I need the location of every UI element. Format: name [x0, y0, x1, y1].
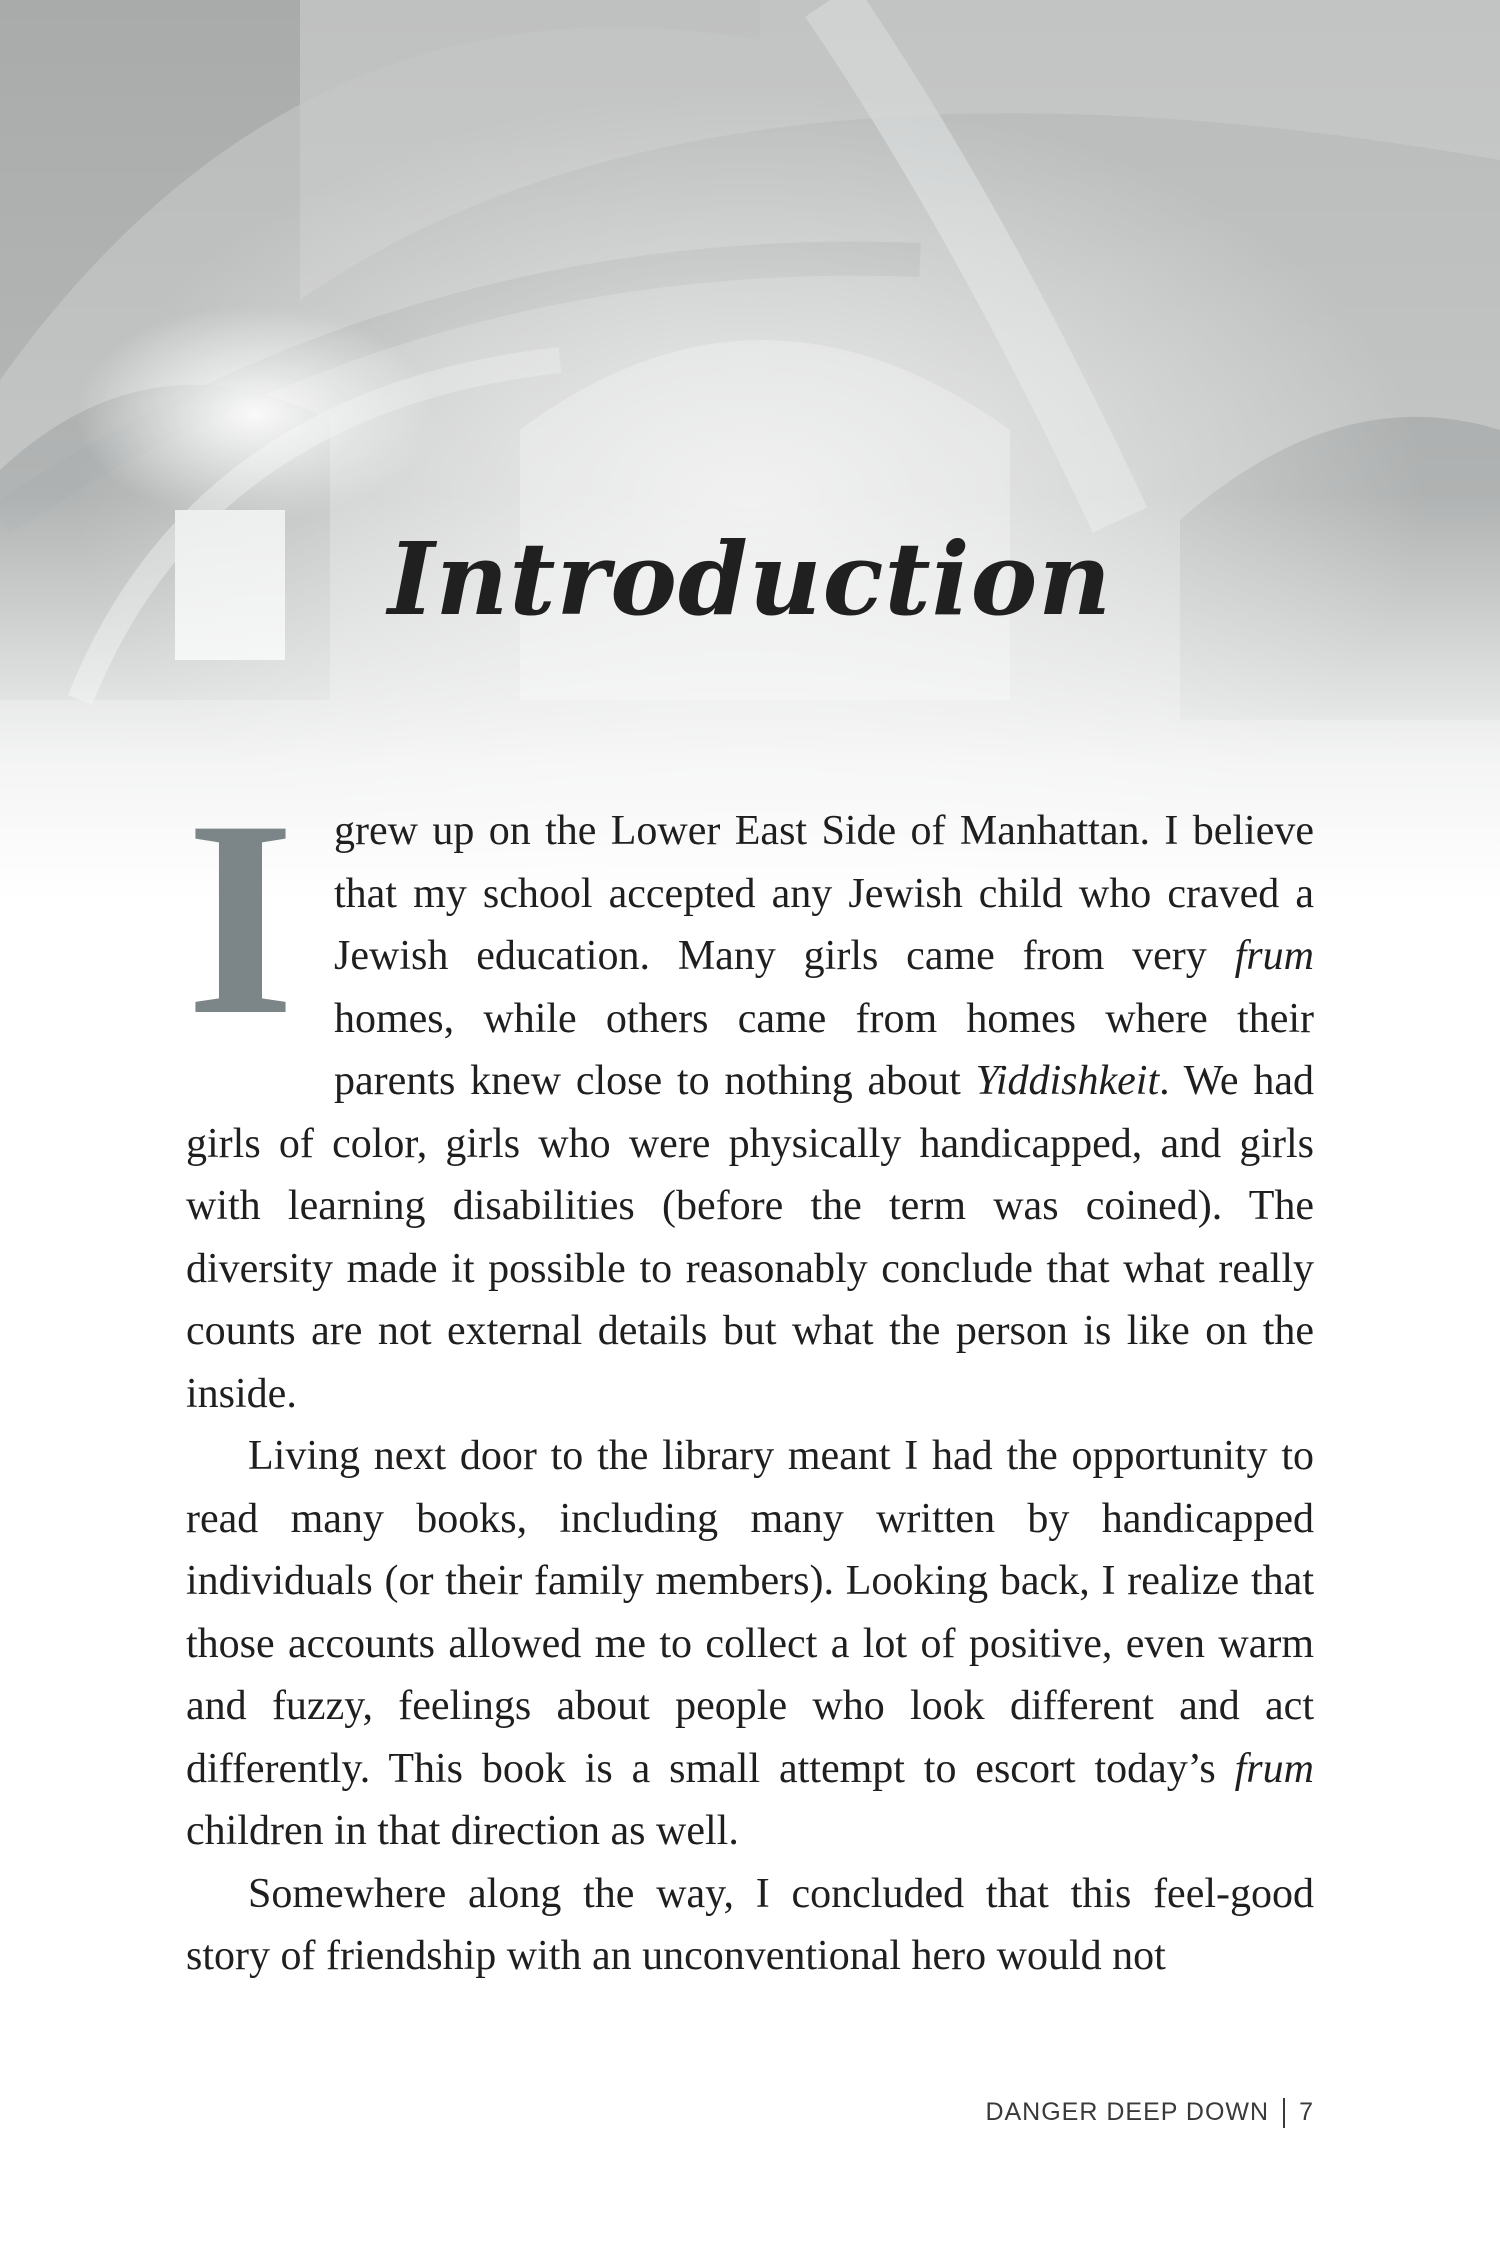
chapter-title: Introduction	[387, 520, 1113, 638]
italic-term: frum	[1234, 1745, 1314, 1792]
page-number: 7	[1299, 2098, 1314, 2126]
paragraph-text: . We had girls of color, girls who were physically handicapped, and girls with learning disabilities (before the term was coined). The diversity made it possible to reasonably conclude that what really counts are not external details but what the person is like on the inside.	[186, 1058, 1314, 1417]
running-title: DANGER DEEP DOWN	[985, 2098, 1270, 2126]
paragraph: Somewhere along the way, I concluded that this feel-good story of friendship with an unconventional hero would not	[186, 1870, 1314, 1979]
paragraph	[186, 1425, 1314, 1863]
paragraph-text: Living next door to the library meant I had the opportunity to read many books, including many written by handicapped individuals (or their family members). Looking back, I realize that those accounts allowed me to collect a lot of positive, even warm and fuzzy, feelings about people who look different and act differently. This book is a small attempt to escort today’s	[186, 1433, 1314, 1792]
paragraph-text: homes, while others came from homes where their parents knew close to nothing about	[334, 995, 1314, 1104]
italic-term: Yiddishkeit	[975, 1058, 1160, 1104]
paragraph	[186, 762, 1314, 1425]
footer-divider	[1283, 2098, 1285, 2128]
italic-term: frum	[1234, 933, 1314, 979]
body-text	[186, 762, 1314, 1988]
paragraph-text: children in that direction as well.	[186, 1808, 739, 1854]
drop-cap: I	[186, 762, 295, 1073]
paragraph-text: grew up on the Lower East Side of Manhattan. I believe that my school accepted any Jewish child who craved a Jewish education. Many girls came from very	[334, 808, 1314, 979]
page-footer	[985, 2098, 1314, 2128]
